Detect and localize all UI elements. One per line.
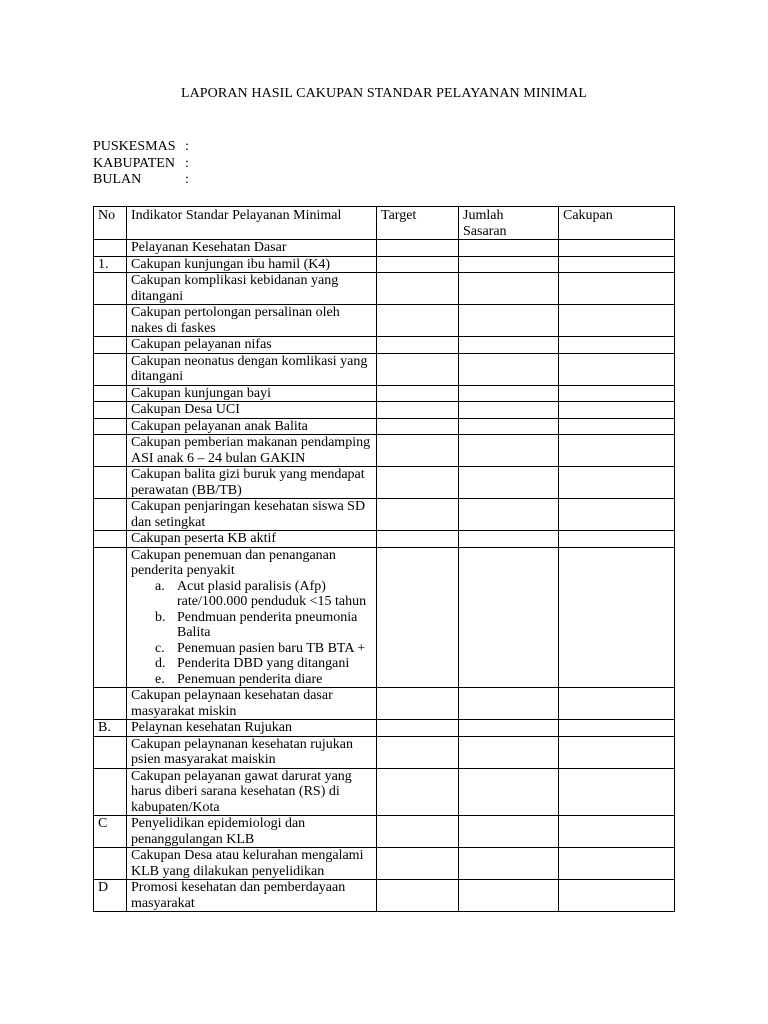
sub-indicator-text: Acut plasid paralisis (Afp) rate/100.000 penduduk <15 tahun: [177, 578, 367, 609]
target-cell: [377, 256, 459, 273]
indicator-text: Cakupan pelayanan nifas: [131, 337, 272, 352]
row-number: [94, 467, 127, 499]
indicator-cell: [127, 435, 377, 467]
report-meta: [93, 139, 189, 189]
row-number: [94, 688, 127, 720]
table-row: [94, 816, 675, 848]
row-number: [94, 547, 127, 688]
sub-indicator-item: [155, 578, 372, 610]
indicator-cell: [127, 736, 377, 768]
target-cell: [377, 467, 459, 499]
cakupan-cell: [559, 880, 675, 912]
indicator-text: Cakupan pemberian makanan pendamping ASI anak 6 – 24 bulan GAKIN: [131, 435, 371, 466]
target-cell: [377, 353, 459, 385]
jumlah-sasaran-cell: [459, 720, 559, 737]
indicator-cell: [127, 531, 377, 548]
target-cell: [377, 531, 459, 548]
row-number: [94, 736, 127, 768]
meta-separator: :: [185, 155, 189, 171]
header-jumlah-sasaran: Jumlah Sasaran: [459, 207, 559, 240]
indicator-text: Cakupan pelaynanan kesehatan rujukan psien masyarakat maiskin: [131, 736, 353, 767]
jumlah-sasaran-cell: [459, 402, 559, 419]
indicator-text: Cakupan Desa UCI: [131, 402, 240, 417]
jumlah-sasaran-cell: [459, 736, 559, 768]
cakupan-cell: [559, 768, 675, 816]
meta-label: KABUPATEN: [93, 155, 175, 171]
target-cell: [377, 499, 459, 531]
indicator-cell: [127, 768, 377, 816]
indicator-cell: [127, 720, 377, 737]
row-number: [94, 768, 127, 816]
row-number: [94, 402, 127, 419]
sub-indicator-text: Penemuan penderita diare: [177, 671, 323, 687]
table-row: [94, 385, 675, 402]
sub-indicator-marker: c.: [155, 640, 165, 656]
indicator-text: Cakupan pertolongan persalinan oleh nakes di faskes: [131, 305, 340, 336]
indicator-cell: [127, 305, 377, 337]
row-number: [94, 435, 127, 467]
cakupan-cell: [559, 402, 675, 419]
indicator-cell: [127, 385, 377, 402]
indicator-text: Cakupan balita gizi buruk yang mendapat perawatan (BB/TB): [131, 467, 365, 498]
indicator-cell: [127, 499, 377, 531]
target-cell: [377, 240, 459, 257]
row-number: C: [94, 816, 127, 848]
table-row: [94, 256, 675, 273]
indicator-cell: [127, 816, 377, 848]
indicator-text: Cakupan Desa atau kelurahan mengalami KLB yang dilakukan penyelidikan: [131, 848, 364, 879]
indicator-cell: [127, 240, 377, 257]
jumlah-sasaran-cell: [459, 768, 559, 816]
indicator-cell: [127, 848, 377, 880]
target-cell: [377, 736, 459, 768]
jumlah-sasaran-cell: [459, 337, 559, 354]
table-body: [94, 240, 675, 912]
table-row: [94, 736, 675, 768]
target-cell: [377, 273, 459, 305]
table-row: [94, 305, 675, 337]
cakupan-cell: [559, 720, 675, 737]
meta-row-puskesmas: [93, 139, 189, 156]
sub-indicator-marker: d.: [155, 656, 166, 671]
indicator-cell: [127, 467, 377, 499]
sub-indicator-item: [155, 640, 372, 657]
jumlah-sasaran-cell: [459, 273, 559, 305]
row-number: [94, 385, 127, 402]
table-row: [94, 353, 675, 385]
header-indicator: Indikator Standar Pelayanan Minimal: [127, 207, 377, 240]
sub-indicator-item: [155, 609, 372, 641]
indicator-cell: [127, 880, 377, 912]
jumlah-sasaran-cell: [459, 547, 559, 688]
jumlah-sasaran-cell: [459, 880, 559, 912]
target-cell: [377, 435, 459, 467]
indicator-text: Cakupan penjaringan kesehatan siswa SD dan setingkat: [131, 499, 366, 530]
table-row: [94, 499, 675, 531]
jumlah-sasaran-cell: [459, 816, 559, 848]
sub-indicator-item: [155, 671, 372, 688]
sub-indicator-item: [155, 656, 372, 672]
sub-indicator-list: [131, 579, 372, 688]
target-cell: [377, 720, 459, 737]
table-row: [94, 273, 675, 305]
cakupan-cell: [559, 337, 675, 354]
target-cell: [377, 305, 459, 337]
jumlah-sasaran-cell: [459, 305, 559, 337]
indicator-text: Cakupan pelayanan gawat darurat yang harus diberi sarana kesehatan (RS) di kabupaten/Kota: [131, 768, 352, 815]
table-row: [94, 467, 675, 499]
table-row: [94, 240, 675, 257]
cakupan-cell: [559, 816, 675, 848]
jumlah-sasaran-cell: [459, 848, 559, 880]
sub-indicator-text: Penderita DBD yang ditangani: [177, 656, 350, 671]
indicator-text: Cakupan pelayanan anak Balita: [131, 418, 308, 434]
row-number: D: [94, 880, 127, 912]
row-number: [94, 240, 127, 257]
cakupan-cell: [559, 531, 675, 548]
indicator-text: Pelaynan kesehatan Rujukan: [131, 720, 292, 735]
meta-separator: :: [185, 172, 189, 187]
jumlah-sasaran-cell: [459, 688, 559, 720]
indicator-text: Cakupan pelaynaan kesehatan dasar masyarakat miskin: [131, 688, 333, 719]
cakupan-cell: [559, 305, 675, 337]
target-cell: [377, 816, 459, 848]
meta-label: BULAN: [93, 172, 142, 187]
meta-row-kabupaten: [93, 156, 189, 173]
indicator-text: Penyelidikan epidemiologi dan penanggulangan KLB: [131, 816, 306, 847]
cakupan-cell: [559, 418, 675, 435]
table-row: [94, 531, 675, 548]
indicator-text: Cakupan komplikasi kebidanan yang ditangani: [131, 273, 339, 304]
indicator-cell: [127, 547, 377, 688]
target-cell: [377, 337, 459, 354]
row-number: [94, 353, 127, 385]
indicator-text: Cakupan peserta KB aktif: [131, 531, 277, 546]
cakupan-cell: [559, 499, 675, 531]
indicator-text: Promosi kesehatan dan pemberdayaan masyarakat: [131, 880, 346, 911]
cakupan-cell: [559, 435, 675, 467]
cakupan-cell: [559, 240, 675, 257]
table-row: [94, 880, 675, 912]
cakupan-cell: [559, 688, 675, 720]
row-number: B.: [94, 720, 127, 737]
sub-indicator-text: Penemuan pasien baru TB BTA +: [177, 640, 366, 656]
indicator-text: Cakupan penemuan dan penanganan penderita penyakit: [131, 547, 336, 578]
table-row: [94, 768, 675, 816]
indicator-cell: [127, 688, 377, 720]
cakupan-cell: [559, 385, 675, 402]
target-cell: [377, 768, 459, 816]
target-cell: [377, 402, 459, 419]
meta-separator: :: [185, 139, 189, 154]
jumlah-sasaran-cell: [459, 418, 559, 435]
sub-indicator-marker: e.: [155, 671, 165, 687]
cakupan-cell: [559, 467, 675, 499]
table-header-row: [94, 207, 675, 240]
indicator-cell: [127, 402, 377, 419]
header-target: Target: [377, 207, 459, 240]
target-cell: [377, 880, 459, 912]
row-number: [94, 418, 127, 435]
table-row: [94, 848, 675, 880]
header-cakupan: Cakupan: [559, 207, 675, 240]
indicator-text: Cakupan neonatus dengan komlikasi yang ditangani: [131, 353, 368, 384]
spm-table: [93, 206, 675, 912]
indicator-cell: [127, 353, 377, 385]
jumlah-sasaran-cell: [459, 256, 559, 273]
cakupan-cell: [559, 353, 675, 385]
row-number: 1.: [94, 256, 127, 273]
target-cell: [377, 688, 459, 720]
indicator-cell: [127, 273, 377, 305]
jumlah-sasaran-cell: [459, 499, 559, 531]
target-cell: [377, 547, 459, 688]
page-title: LAPORAN HASIL CAKUPAN STANDAR PELAYANAN MINIMAL: [180, 86, 588, 101]
cakupan-cell: [559, 256, 675, 273]
row-number: [94, 273, 127, 305]
row-number: [94, 337, 127, 354]
indicator-text: Cakupan kunjungan ibu hamil (K4): [131, 256, 331, 272]
sub-indicator-marker: a.: [155, 578, 165, 594]
cakupan-cell: [559, 736, 675, 768]
jumlah-sasaran-cell: [459, 385, 559, 402]
indicator-cell: [127, 418, 377, 435]
sub-indicator-marker: b.: [155, 609, 166, 625]
table-row: [94, 418, 675, 435]
indicator-cell: [127, 256, 377, 273]
target-cell: [377, 848, 459, 880]
jumlah-sasaran-cell: [459, 435, 559, 467]
jumlah-sasaran-cell: [459, 353, 559, 385]
row-number: [94, 499, 127, 531]
cakupan-cell: [559, 848, 675, 880]
cakupan-cell: [559, 547, 675, 688]
meta-row-bulan: [93, 172, 189, 189]
row-number: [94, 531, 127, 548]
row-number: [94, 848, 127, 880]
cakupan-cell: [559, 273, 675, 305]
table-row: [94, 720, 675, 737]
table-row: [94, 547, 675, 688]
sub-indicator-text: Pendmuan penderita pneumonia Balita: [177, 609, 358, 640]
table-row: [94, 337, 675, 354]
meta-label: PUSKESMAS: [93, 139, 176, 154]
indicator-text: Pelayanan Kesehatan Dasar: [131, 240, 287, 255]
target-cell: [377, 418, 459, 435]
row-number: [94, 305, 127, 337]
jumlah-sasaran-cell: [459, 240, 559, 257]
jumlah-sasaran-cell: [459, 531, 559, 548]
indicator-cell: [127, 337, 377, 354]
table-row: [94, 688, 675, 720]
jumlah-sasaran-cell: [459, 467, 559, 499]
table-row: [94, 435, 675, 467]
table-row: [94, 402, 675, 419]
indicator-text: Cakupan kunjungan bayi: [131, 385, 271, 401]
header-no: No: [94, 207, 127, 240]
target-cell: [377, 385, 459, 402]
